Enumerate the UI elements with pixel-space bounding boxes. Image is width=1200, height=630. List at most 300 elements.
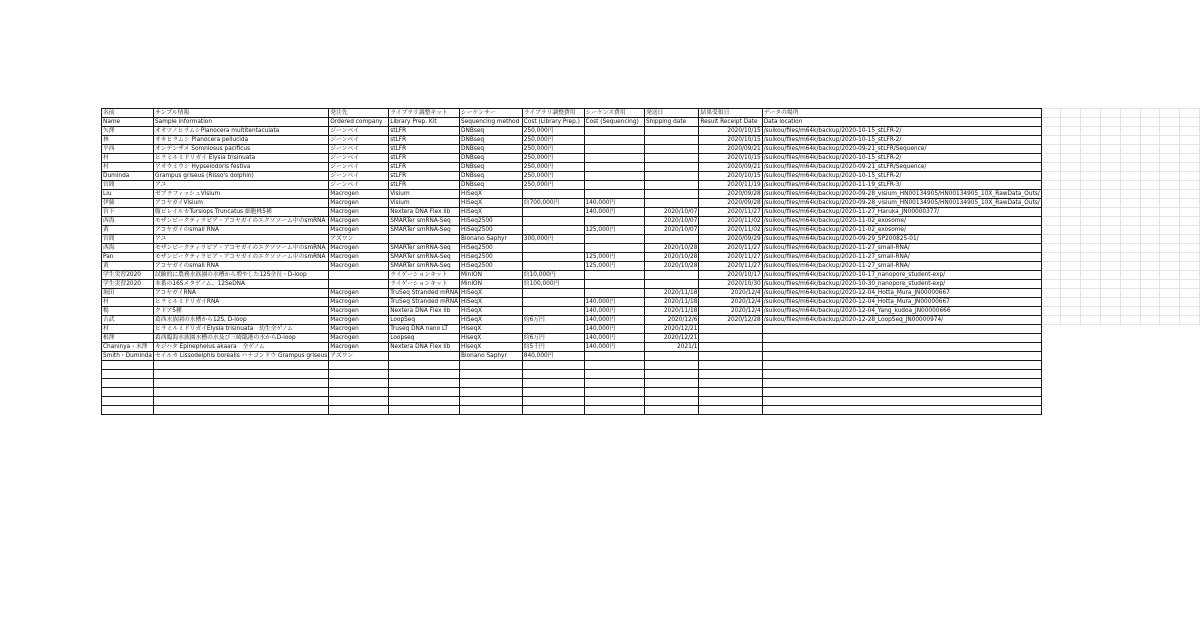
empty-grid-cell[interactable] [1180,307,1200,316]
table-cell[interactable]: SMARTer smRNA-Seq [389,244,460,253]
empty-grid-cell[interactable] [1101,316,1121,325]
table-cell[interactable]: /suikou/files/m64k/backup/2020-10-17_nanopore_student-exp/ [762,271,1041,280]
table-cell[interactable]: 葛西水族園の水槽から12S, D-loop [153,316,328,325]
empty-grid-cell[interactable] [1120,127,1140,136]
empty-grid-cell[interactable] [1041,262,1061,271]
table-cell[interactable]: Macrogen [329,316,389,325]
empty-grid-cell[interactable] [1140,172,1160,181]
table-cell[interactable] [389,406,460,415]
table-cell[interactable]: /suikou/files/m64k/backup/2020-11-19_stLFR-3/ [762,181,1041,190]
empty-grid-cell[interactable] [1101,199,1121,208]
empty-grid-cell[interactable] [1140,109,1160,118]
empty-grid-cell[interactable] [1140,145,1160,154]
table-cell[interactable]: ライゲーションキット [389,280,460,289]
table-cell[interactable] [644,181,698,190]
table-cell[interactable]: Chaninya・末澤 [102,343,154,352]
table-cell[interactable] [329,280,389,289]
table-cell[interactable]: HiseqX [460,325,523,334]
table-cell[interactable]: TruSeq Stranded mRNA [390,299,459,305]
empty-grid-cell[interactable] [1140,289,1160,298]
table-cell[interactable]: 2021/1 [644,343,698,352]
empty-grid-cell[interactable] [1120,145,1140,154]
table-cell[interactable]: ヒラミルミドリガイRNA [153,298,328,307]
empty-grid-cell[interactable] [1120,109,1140,118]
table-cell[interactable] [584,370,644,379]
table-cell[interactable]: 村 [102,163,154,172]
empty-grid-cell[interactable] [1041,235,1061,244]
empty-grid-cell[interactable] [1061,298,1081,307]
empty-grid-cell[interactable] [1180,181,1200,190]
empty-grid-cell[interactable] [1160,199,1180,208]
empty-grid-cell[interactable] [1120,289,1140,298]
table-cell[interactable] [644,199,698,208]
empty-grid-cell[interactable] [1061,163,1081,172]
table-cell[interactable]: Truseq DNA nano LT [389,325,460,334]
table-cell[interactable] [389,388,460,397]
table-cell[interactable]: 2020/09/28 [699,190,762,199]
empty-grid-cell[interactable] [1140,136,1160,145]
empty-grid-cell[interactable] [1101,271,1121,280]
table-cell[interactable] [522,190,584,199]
table-cell[interactable] [102,406,154,415]
empty-grid-cell[interactable] [1041,271,1061,280]
table-cell[interactable]: Macrogen [329,199,389,208]
empty-grid-cell[interactable] [1061,118,1081,127]
table-cell[interactable] [460,397,523,406]
table-cell[interactable]: /suikou/files/m64k/backup/2020-11-27_small-RNA/ [762,262,1041,271]
table-cell[interactable]: 2020/10/28 [644,262,698,271]
empty-grid-cell[interactable] [1140,208,1160,217]
empty-grid-cell[interactable] [1101,118,1121,127]
table-cell[interactable]: Nextera DNA Flex lib [389,343,460,352]
table-cell[interactable] [153,388,328,397]
table-cell[interactable] [584,163,644,172]
table-cell[interactable]: 2020/12/21 [644,334,698,343]
table-cell[interactable]: オンデンザメ Somniosus pacificus [153,145,328,154]
table-cell[interactable] [762,343,1041,352]
empty-grid-cell[interactable] [1061,280,1081,289]
table-cell[interactable] [762,379,1041,388]
table-cell[interactable]: セイルカ Lissodelphis borealis ハナゴンドウ Grampus griseus [154,353,328,359]
empty-grid-cell[interactable] [1120,154,1140,163]
table-cell[interactable] [644,397,698,406]
table-cell[interactable]: 約6万円 [522,316,584,325]
table-cell[interactable]: アユ [153,235,328,244]
empty-grid-cell[interactable] [1120,208,1140,217]
table-cell[interactable]: /suikou/files/m64k/backup/2020-11-27_small-RNA/ [762,253,1041,262]
table-cell[interactable]: 学生実習2020 [102,280,154,289]
table-cell[interactable]: Visium [389,190,460,199]
empty-grid-cell[interactable] [1061,244,1081,253]
table-cell[interactable]: 約700,000円 [522,199,584,208]
table-cell[interactable]: Liu [102,190,154,199]
table-cell[interactable] [522,262,584,271]
table-cell[interactable] [522,289,584,298]
table-cell[interactable]: 250,000円 [522,181,584,190]
empty-grid-cell[interactable] [1081,253,1101,262]
table-cell[interactable] [389,352,460,361]
empty-grid-cell[interactable] [1081,280,1101,289]
table-cell[interactable]: 黄 [102,262,154,271]
table-cell[interactable] [584,388,644,397]
empty-grid-cell[interactable] [1101,190,1121,199]
table-cell[interactable]: 結果受領日 [699,109,762,118]
table-cell[interactable]: Ordered company [329,118,389,127]
empty-grid-cell[interactable] [1140,244,1160,253]
table-cell[interactable]: ジーンベイ [329,172,389,181]
table-cell[interactable]: DNBseq [460,145,523,154]
table-cell[interactable]: 2020/12/4 [699,298,762,307]
empty-grid-cell[interactable] [1160,298,1180,307]
table-cell[interactable]: /suikou/files/m64k/backup/2020-09-29_SP200825-01/ [762,235,1041,244]
table-cell[interactable]: 2020/10/15 [699,172,762,181]
empty-grid-cell[interactable] [1041,118,1061,127]
empty-grid-cell[interactable] [1061,109,1081,118]
empty-grid-cell[interactable] [1180,190,1200,199]
empty-grid-cell[interactable] [1160,208,1180,217]
table-cell[interactable]: アオウミウシ Hypselodoris festiva [153,163,328,172]
table-cell[interactable]: 発送日 [644,109,698,118]
table-cell[interactable]: 2020/10/28 [644,244,698,253]
table-cell[interactable] [699,379,762,388]
table-cell[interactable] [644,154,698,163]
table-cell[interactable] [762,397,1041,406]
empty-grid-cell[interactable] [1160,127,1180,136]
table-cell[interactable]: 2020/11/27 [699,208,762,217]
table-cell[interactable]: 西海 [102,244,154,253]
empty-grid-cell[interactable] [1180,136,1200,145]
table-cell[interactable] [522,379,584,388]
table-cell[interactable]: 宮下 [102,208,154,217]
table-cell[interactable]: 2020/09/21 [699,145,762,154]
empty-grid-cell[interactable] [1061,208,1081,217]
table-cell[interactable]: 2020/12/28 [699,316,762,325]
empty-grid-cell[interactable] [1160,235,1180,244]
empty-grid-cell[interactable] [1101,109,1121,118]
table-cell[interactable] [153,406,328,415]
empty-grid-cell[interactable] [1081,118,1101,127]
table-cell[interactable]: 2020/12/21 [644,325,698,334]
table-cell[interactable]: 125,000円 [584,253,644,262]
table-cell[interactable]: Macrogen [329,208,389,217]
table-cell[interactable]: 本番の16Sメタゲノム、12SeDNA [153,280,328,289]
empty-grid-cell[interactable] [1081,145,1101,154]
table-cell[interactable]: 140,000円 [584,208,644,217]
table-cell[interactable] [762,325,1041,334]
table-cell[interactable]: 約10,000円 [522,271,584,280]
table-cell[interactable]: HiSeq2500 [460,217,523,226]
empty-grid-cell[interactable] [1061,127,1081,136]
empty-grid-cell[interactable] [1081,154,1101,163]
table-cell[interactable] [699,343,762,352]
table-cell[interactable]: Name [102,118,154,127]
table-cell[interactable]: 伊藤 [102,199,154,208]
table-cell[interactable]: /suikou/files/m64k/backup/2020-09-28_visium_HN00134905/HN00134905_10X_RawData_Outs/ [763,191,1040,197]
table-cell[interactable] [644,361,698,370]
table-cell[interactable]: シーケンサー [460,109,523,118]
table-cell[interactable]: 2020/10/07 [644,208,698,217]
empty-grid-cell[interactable] [1041,226,1061,235]
table-cell[interactable]: Macrogen [329,298,389,307]
table-cell[interactable]: 140,000円 [584,199,644,208]
table-cell[interactable]: 125,000円 [584,262,644,271]
table-cell[interactable]: Macrogen [329,307,389,316]
empty-grid-cell[interactable] [1160,289,1180,298]
table-cell[interactable] [644,190,698,199]
table-cell[interactable] [460,406,523,415]
table-cell[interactable]: 2020/11/02 [699,226,762,235]
empty-grid-cell[interactable] [1140,217,1160,226]
table-cell[interactable]: 140,000円 [584,325,644,334]
table-cell[interactable] [644,163,698,172]
empty-grid-cell[interactable] [1081,172,1101,181]
table-cell[interactable]: DNBseq [460,172,523,181]
empty-grid-cell[interactable] [1120,226,1140,235]
empty-grid-cell[interactable] [1101,253,1121,262]
empty-grid-cell[interactable] [1041,109,1061,118]
empty-grid-cell[interactable] [1061,190,1081,199]
table-cell[interactable] [699,397,762,406]
table-cell[interactable]: 2020/11/18 [644,298,698,307]
table-cell[interactable] [644,370,698,379]
table-cell[interactable]: 楊 [102,307,154,316]
table-cell[interactable]: HiSeqX [460,190,523,199]
empty-grid-cell[interactable] [1160,109,1180,118]
empty-grid-cell[interactable] [1081,163,1101,172]
table-cell[interactable]: 西海 [102,217,154,226]
table-cell[interactable] [644,280,698,289]
table-cell[interactable]: 125,000円 [584,226,644,235]
table-cell[interactable] [522,397,584,406]
empty-grid-cell[interactable] [1160,172,1180,181]
empty-grid-cell[interactable] [1061,154,1081,163]
table-cell[interactable] [584,406,644,415]
table-cell[interactable]: Sample information [153,118,328,127]
table-cell[interactable] [699,334,762,343]
empty-grid-cell[interactable] [1120,298,1140,307]
table-cell[interactable]: 村 [102,325,154,334]
table-cell[interactable] [584,244,644,253]
table-cell[interactable]: 2020/10/30 [699,280,762,289]
table-cell[interactable]: /suikou/files/m64k/backup/2020-09-21_stLFR/Sequence/ [762,163,1041,172]
table-cell[interactable]: 宮間 [102,235,154,244]
table-cell[interactable]: Macrogen [329,325,389,334]
empty-grid-cell[interactable] [1081,289,1101,298]
empty-grid-cell[interactable] [1120,199,1140,208]
table-cell[interactable] [644,172,698,181]
empty-grid-cell[interactable] [1140,199,1160,208]
table-cell[interactable]: HiSeqX [460,307,523,316]
empty-grid-cell[interactable] [1101,163,1121,172]
table-cell[interactable]: /suikou/files/m64k/backup/2020-09-21_stLFR/Sequence/ [762,145,1041,154]
table-cell[interactable] [460,379,523,388]
table-cell[interactable] [153,370,328,379]
table-cell[interactable]: 堀田 [102,289,154,298]
empty-grid-cell[interactable] [1120,118,1140,127]
table-cell[interactable]: 250,000円 [522,163,584,172]
table-cell[interactable] [584,361,644,370]
table-cell[interactable]: 腹ビレイルカTursiops Truncatus 細胞株5種 [153,208,328,217]
table-cell[interactable]: Shipping date [644,118,698,127]
empty-grid-cell[interactable] [1061,307,1081,316]
empty-grid-cell[interactable] [1081,208,1101,217]
table-cell[interactable] [522,298,584,307]
table-cell[interactable]: Nextera DNA Flex lib [389,307,460,316]
table-cell[interactable] [460,388,523,397]
empty-grid-cell[interactable] [1101,244,1121,253]
table-cell[interactable]: stLFR [389,154,460,163]
table-cell[interactable]: アコヤガイのsmall RNA [153,226,328,235]
table-cell[interactable] [389,379,460,388]
table-cell[interactable]: Macrogen [329,253,389,262]
empty-grid-cell[interactable] [1180,163,1200,172]
table-cell[interactable] [584,181,644,190]
table-cell[interactable] [762,352,1041,361]
table-cell[interactable]: DNBseq [460,154,523,163]
empty-grid-cell[interactable] [1061,217,1081,226]
table-cell[interactable]: SMARTer smRNA-Seq [389,226,460,235]
table-cell[interactable]: ジーンベイ [329,127,389,136]
table-cell[interactable]: HiSeq2500 [460,244,523,253]
table-cell[interactable]: 140,000円 [584,316,644,325]
table-cell[interactable]: Bionano Saphyr [460,352,523,361]
table-cell[interactable]: アズワン [329,352,389,361]
empty-grid-cell[interactable] [1101,289,1121,298]
table-cell[interactable]: 林 [102,136,154,145]
empty-grid-cell[interactable] [1160,136,1180,145]
table-cell[interactable]: HiSeq2500 [460,253,523,262]
table-cell[interactable]: /suikou/files/m64k/backup/2020-12-28_LoopSeq_JN00000974/ [762,316,1041,325]
table-cell[interactable] [522,253,584,262]
table-cell[interactable]: /suikou/files/m64k/backup/2020-10-15_stLFR-2/ [762,172,1041,181]
empty-grid-cell[interactable] [1140,298,1160,307]
table-cell[interactable]: ヒラミルミドリガイElysia trisinuata 幼生全ゲノム [153,325,328,334]
table-cell[interactable]: 黄 [102,226,154,235]
table-cell[interactable]: 根澤 [102,334,154,343]
empty-grid-cell[interactable] [1140,262,1160,271]
table-cell[interactable] [644,379,698,388]
table-cell[interactable]: Visium [389,199,460,208]
empty-grid-cell[interactable] [1061,253,1081,262]
empty-grid-cell[interactable] [1081,181,1101,190]
table-cell[interactable] [389,370,460,379]
table-cell[interactable]: 村 [102,154,154,163]
table-cell[interactable] [522,406,584,415]
table-cell[interactable]: ジーンベイ [329,163,389,172]
table-cell[interactable]: Macrogen [329,226,389,235]
empty-grid-cell[interactable] [1140,253,1160,262]
table-cell[interactable] [522,325,584,334]
table-cell[interactable] [762,370,1041,379]
empty-grid-cell[interactable] [1101,307,1121,316]
table-cell[interactable] [699,352,762,361]
table-cell[interactable]: stLFR [389,136,460,145]
table-cell[interactable]: 試験的に農務水族園の水槽から増やした12S全長・D-loop [153,271,328,280]
empty-grid-cell[interactable] [1180,298,1200,307]
empty-grid-cell[interactable] [1160,181,1180,190]
empty-grid-cell[interactable] [1061,181,1081,190]
empty-grid-cell[interactable] [1081,199,1101,208]
table-cell[interactable]: Loopseq [389,334,460,343]
table-cell[interactable]: ゼブラフィッシュVisium [153,190,328,199]
table-cell[interactable] [329,397,389,406]
empty-grid-cell[interactable] [1180,127,1200,136]
empty-grid-cell[interactable] [1081,235,1101,244]
empty-grid-cell[interactable] [1140,316,1160,325]
empty-grid-cell[interactable] [1120,244,1140,253]
table-cell[interactable]: Sequencing method [460,118,523,127]
table-cell[interactable]: DNBseq [460,181,523,190]
empty-grid-cell[interactable] [1160,262,1180,271]
table-cell[interactable]: モザンビークティラピア・アコヤガイのエクソソーム中のsmRNA [153,244,328,253]
table-cell[interactable]: データの場所 [762,109,1041,118]
table-cell[interactable]: 学生実習2020 [102,271,154,280]
table-cell[interactable]: ジーンベイ [329,181,389,190]
empty-grid-cell[interactable] [1160,226,1180,235]
empty-grid-cell[interactable] [1101,217,1121,226]
empty-grid-cell[interactable] [1101,235,1121,244]
table-cell[interactable]: 2020/10/15 [699,127,762,136]
table-cell[interactable]: SMARTer smRNA-Seq [389,262,460,271]
empty-grid-cell[interactable] [1081,271,1101,280]
table-cell[interactable]: Smith・Duminda [103,353,152,359]
table-cell[interactable] [522,217,584,226]
table-cell[interactable]: Bionano Saphyr [460,235,523,244]
table-cell[interactable]: HiSeqX [460,208,523,217]
table-cell[interactable]: /suikou/files/m64k/backup/2020-10-15_stLFR-2/ [762,154,1041,163]
table-cell[interactable] [522,244,584,253]
empty-grid-cell[interactable] [1160,163,1180,172]
empty-grid-cell[interactable] [1160,307,1180,316]
empty-grid-cell[interactable] [1120,280,1140,289]
table-cell[interactable] [460,361,523,370]
empty-grid-cell[interactable] [1081,298,1101,307]
empty-grid-cell[interactable] [1120,307,1140,316]
empty-grid-cell[interactable] [1101,280,1121,289]
empty-grid-cell[interactable] [1061,145,1081,154]
empty-grid-cell[interactable] [1041,154,1061,163]
table-cell[interactable]: アズワン [329,235,389,244]
empty-grid-cell[interactable] [1081,244,1101,253]
table-cell[interactable]: モザンビークティラピア・アコヤガイのエクソソーム中のsmRNA [153,253,328,262]
table-cell[interactable]: 300,000円 [522,235,584,244]
empty-grid-cell[interactable] [1061,136,1081,145]
table-cell[interactable] [329,388,389,397]
table-cell[interactable] [522,361,584,370]
table-cell[interactable] [153,379,328,388]
table-cell[interactable]: /suikou/files/m64k/backup/2020-12-04_Yang_kudoa_JN00000666 [762,307,1041,316]
empty-grid-cell[interactable] [1081,307,1101,316]
table-cell[interactable]: 2020/10/07 [644,226,698,235]
table-cell[interactable]: 約5千円 [522,343,584,352]
empty-grid-cell[interactable] [1041,145,1061,154]
empty-grid-cell[interactable] [1180,118,1200,127]
table-cell[interactable]: 2020/11/27 [699,244,762,253]
empty-grid-cell[interactable] [1160,217,1180,226]
table-cell[interactable]: Pan [102,253,154,262]
table-cell[interactable] [762,334,1041,343]
empty-grid-cell[interactable] [1041,190,1061,199]
table-cell[interactable]: Macrogen [329,217,389,226]
table-cell[interactable] [644,406,698,415]
table-cell[interactable] [584,145,644,154]
table-cell[interactable]: 矢澤 [102,127,154,136]
table-cell[interactable] [460,370,523,379]
empty-grid-cell[interactable] [1180,226,1200,235]
table-cell[interactable]: 250,000円 [522,154,584,163]
table-cell[interactable] [584,235,644,244]
table-cell[interactable]: 140,000円 [584,334,644,343]
